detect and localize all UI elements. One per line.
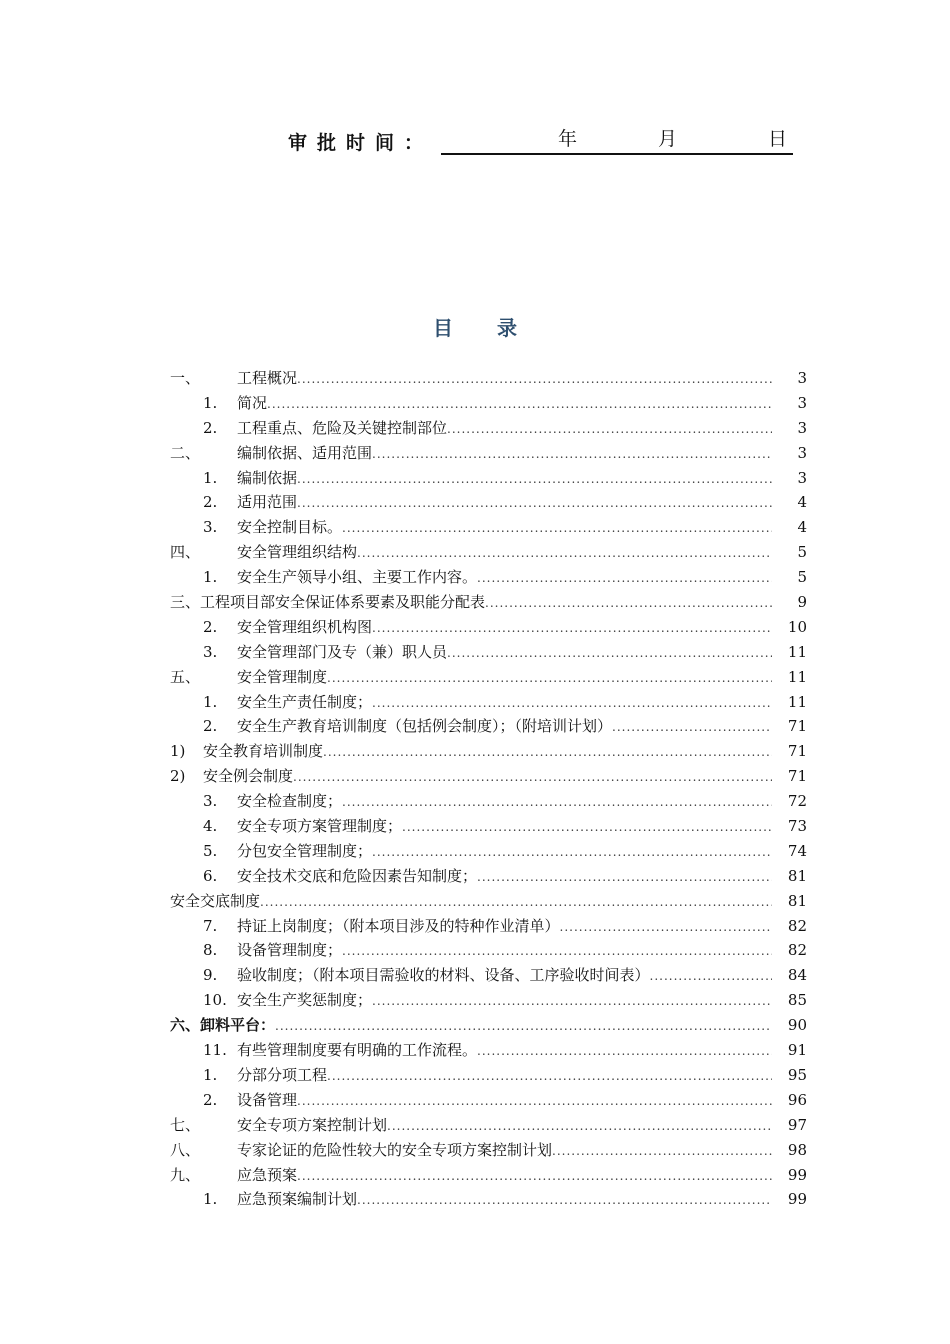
toc-entry-title: 安全专项方案管理制度； xyxy=(237,814,402,839)
toc-entry-body xyxy=(170,889,772,915)
toc-entry[interactable] xyxy=(170,864,810,889)
toc-entry-number: 四、 xyxy=(170,543,201,562)
toc-entry-page: 82 xyxy=(787,941,807,960)
toc-entry-title: 设备管理制度； xyxy=(237,938,342,963)
toc-entry-number: 3. xyxy=(203,792,218,811)
toc-entry-body xyxy=(237,615,772,641)
toc-entry-page: 82 xyxy=(787,916,807,935)
toc-entry-page: 4 xyxy=(797,493,807,512)
toc-entry[interactable] xyxy=(170,466,810,491)
approval-date-line xyxy=(288,124,793,155)
toc-dot-leader xyxy=(297,1089,772,1114)
toc-dot-leader xyxy=(477,566,772,591)
toc-dot-leader xyxy=(297,491,772,516)
toc-entry-body xyxy=(237,391,772,417)
toc-entry-title: 安全控制目标。 xyxy=(237,515,342,540)
toc-entry-page: 3 xyxy=(797,468,807,487)
toc-entry[interactable] xyxy=(170,1013,810,1038)
toc-dot-leader xyxy=(260,890,772,915)
toc-entry-title: 六、卸料平台： xyxy=(170,1013,275,1038)
toc-entry-page: 9 xyxy=(797,593,807,612)
toc-entry-body xyxy=(237,714,772,740)
toc-entry-number: 4. xyxy=(203,817,218,836)
toc-entry-title: 有些管理制度要有明确的工作流程。 xyxy=(237,1038,477,1063)
toc-entry-number: 八、 xyxy=(170,1140,201,1159)
toc-entry[interactable] xyxy=(170,690,810,715)
toc-entry-page: 71 xyxy=(787,767,807,786)
toc-entry-body xyxy=(237,665,772,691)
toc-entry-body xyxy=(237,640,772,666)
toc-entry-number: 二、 xyxy=(170,443,201,462)
toc-entry-number: 5. xyxy=(203,841,218,860)
toc-entry[interactable] xyxy=(170,640,810,665)
toc-entry[interactable] xyxy=(170,1187,810,1212)
approval-date-label: 审批时间： xyxy=(288,132,434,154)
toc-entry-page: 81 xyxy=(787,866,807,885)
toc-entry-page: 4 xyxy=(797,518,807,537)
toc-entry-title: 安全生产奖惩制度； xyxy=(237,988,372,1013)
toc-entry-body xyxy=(237,490,772,516)
toc-entry-number: 2. xyxy=(203,493,218,512)
toc-entry-body xyxy=(237,1138,772,1164)
toc-entry[interactable] xyxy=(170,1113,810,1138)
toc-dot-leader xyxy=(447,641,772,666)
toc-entry-body xyxy=(237,814,772,840)
toc-entry-page: 11 xyxy=(787,642,807,661)
toc-entry-title: 安全管理部门及专（兼）职人员 xyxy=(237,640,447,665)
toc-entry-title: 适用范围 xyxy=(237,490,297,515)
toc-entry-page: 3 xyxy=(797,418,807,437)
toc-entry-number: 七、 xyxy=(170,1115,201,1134)
toc-entry-number: 3. xyxy=(203,642,218,661)
toc-dot-leader xyxy=(372,691,772,716)
toc-entry[interactable] xyxy=(170,490,810,515)
toc-entry-title: 编制依据、适用范围 xyxy=(237,441,372,466)
toc-entry-body xyxy=(237,366,772,392)
toc-entry-number: 五、 xyxy=(170,667,201,686)
approval-date-blank xyxy=(441,124,793,155)
toc-entry[interactable] xyxy=(170,391,810,416)
toc-entry[interactable] xyxy=(170,665,810,690)
toc-entry[interactable] xyxy=(170,938,810,963)
toc-entry-number: 2) xyxy=(170,767,186,786)
toc-entry-title: 安全检查制度； xyxy=(237,789,342,814)
toc-entry-body xyxy=(237,839,772,865)
table-of-contents xyxy=(170,366,810,1212)
toc-entry-title: 设备管理 xyxy=(237,1088,297,1113)
toc-entry-title: 安全生产责任制度； xyxy=(237,690,372,715)
toc-entry-number: 1. xyxy=(203,692,218,711)
toc-entry-page: 90 xyxy=(787,1016,807,1035)
toc-entry-number: 2. xyxy=(203,617,218,636)
toc-entry-body xyxy=(237,1038,772,1064)
toc-entry[interactable] xyxy=(170,366,810,391)
toc-dot-leader xyxy=(402,815,772,840)
toc-entry-page: 5 xyxy=(797,543,807,562)
toc-dot-leader xyxy=(477,865,772,890)
toc-entry-page: 71 xyxy=(787,717,807,736)
toc-entry-number: 一、 xyxy=(170,369,201,387)
toc-entry[interactable] xyxy=(170,540,810,565)
toc-entry-title: 安全管理组织结构 xyxy=(237,540,357,565)
toc-entry[interactable] xyxy=(170,515,810,540)
toc-dot-leader xyxy=(342,790,772,815)
toc-dot-leader xyxy=(387,1114,772,1139)
toc-dot-leader xyxy=(342,939,772,964)
toc-entry[interactable] xyxy=(170,963,810,988)
toc-entry-body xyxy=(237,441,772,467)
toc-entry-page: 95 xyxy=(787,1065,807,1084)
toc-entry-number: 9. xyxy=(203,966,218,985)
toc-entry[interactable] xyxy=(170,988,810,1013)
toc-entry-body xyxy=(237,963,772,989)
toc-dot-leader xyxy=(485,591,772,616)
toc-entry-title: 安全交底制度 xyxy=(170,889,260,914)
toc-entry-number: 3. xyxy=(203,518,218,537)
toc-dot-leader xyxy=(327,666,772,691)
toc-entry-page: 72 xyxy=(787,792,807,811)
year-label: 年 xyxy=(558,128,578,150)
toc-entry-page: 99 xyxy=(787,1190,807,1209)
toc-entry-page: 3 xyxy=(797,393,807,412)
toc-entry-body xyxy=(237,938,772,964)
toc-entry-title: 工程重点、危险及关键控制部位 xyxy=(237,416,447,441)
toc-entry-page: 11 xyxy=(787,667,807,686)
toc-entry-page: 10 xyxy=(787,617,807,636)
toc-dot-leader xyxy=(552,1139,772,1164)
toc-dot-leader xyxy=(327,1064,772,1089)
toc-dot-leader xyxy=(372,616,772,641)
toc-entry-number: 2. xyxy=(203,1090,218,1109)
toc-dot-leader xyxy=(293,765,772,790)
toc-entry-title: 安全专项方案控制计划 xyxy=(237,1113,387,1138)
toc-entry-body xyxy=(203,739,772,765)
toc-entry[interactable] xyxy=(170,1088,810,1113)
toc-entry-body xyxy=(237,416,772,442)
toc-entry[interactable] xyxy=(170,714,810,739)
toc-entry[interactable] xyxy=(170,565,810,590)
toc-entry-page: 97 xyxy=(787,1115,807,1134)
toc-entry-body xyxy=(237,988,772,1014)
toc-dot-leader xyxy=(357,1188,772,1213)
toc-dot-leader xyxy=(372,989,772,1014)
toc-entry[interactable] xyxy=(170,615,810,640)
toc-entry-body xyxy=(237,540,772,566)
toc-entry-body xyxy=(237,515,772,541)
toc-dot-leader xyxy=(275,1014,772,1039)
day-label: 日 xyxy=(768,128,788,150)
toc-dot-leader xyxy=(372,840,772,865)
toc-entry-body xyxy=(170,590,772,616)
toc-entry-title: 应急预案 xyxy=(237,1163,297,1188)
toc-entry-page: 71 xyxy=(787,742,807,761)
toc-entry[interactable] xyxy=(170,1138,810,1163)
toc-entry-number: 九、 xyxy=(170,1165,201,1184)
toc-entry-body xyxy=(237,1187,772,1213)
toc-entry-page: 84 xyxy=(787,966,807,985)
toc-entry-body xyxy=(237,1088,772,1114)
toc-entry[interactable] xyxy=(170,739,810,764)
toc-title: 目录 xyxy=(433,316,561,340)
toc-entry-page: 3 xyxy=(797,443,807,462)
toc-entry-page: 85 xyxy=(787,991,807,1010)
toc-entry-body xyxy=(237,864,772,890)
toc-entry-title: 三、工程项目部安全保证体系要素及职能分配表 xyxy=(170,590,485,615)
toc-entry-page: 98 xyxy=(787,1140,807,1159)
toc-entry-page: 91 xyxy=(787,1041,807,1060)
toc-entry-page: 11 xyxy=(787,692,807,711)
toc-entry[interactable] xyxy=(170,441,810,466)
toc-entry-body xyxy=(237,1063,772,1089)
toc-dot-leader xyxy=(447,417,772,442)
toc-entry-number: 6. xyxy=(203,866,218,885)
toc-entry-title: 安全生产领导小组、主要工作内容。 xyxy=(237,565,477,590)
toc-entry-title: 安全管理制度 xyxy=(237,665,327,690)
toc-entry-page: 81 xyxy=(787,891,807,910)
toc-entry-number: 10. xyxy=(203,991,227,1010)
toc-entry-number: 1. xyxy=(203,1065,218,1084)
toc-entry-title: 专家论证的危险性较大的安全专项方案控制计划 xyxy=(237,1138,552,1163)
toc-entry-number: 1. xyxy=(203,1190,218,1209)
toc-dot-leader xyxy=(297,1164,772,1189)
toc-dot-leader xyxy=(297,367,772,392)
toc-dot-leader xyxy=(372,442,772,467)
toc-entry-body xyxy=(237,914,772,940)
toc-entry-body xyxy=(203,764,772,790)
toc-entry-number: 8. xyxy=(203,941,218,960)
toc-entry-page: 3 xyxy=(797,369,807,387)
toc-entry-body xyxy=(237,1113,772,1139)
toc-entry-body xyxy=(170,1013,772,1039)
toc-entry-title: 持证上岗制度；（附本项目涉及的特种作业清单） xyxy=(237,914,560,939)
toc-entry-body xyxy=(237,789,772,815)
toc-entry[interactable] xyxy=(170,416,810,441)
toc-entry[interactable] xyxy=(170,1063,810,1088)
toc-entry-body xyxy=(237,690,772,716)
toc-entry[interactable] xyxy=(170,764,810,789)
toc-entry[interactable] xyxy=(170,839,810,864)
toc-entry-title: 验收制度；（附本项目需验收的材料、设备、工序验收时间表） xyxy=(237,963,650,988)
toc-entry-body xyxy=(237,565,772,591)
toc-dot-leader xyxy=(650,964,772,989)
toc-entry-title: 安全管理组织机构图 xyxy=(237,615,372,640)
toc-entry-title: 分包安全管理制度； xyxy=(237,839,372,864)
toc-entry-number: 11. xyxy=(203,1041,227,1060)
toc-entry-title: 安全生产教育培训制度（包括例会制度）；（附培训计划） xyxy=(237,714,612,739)
toc-entry[interactable] xyxy=(170,590,810,615)
toc-entry-title: 安全教育培训制度 xyxy=(203,739,323,764)
toc-entry-title: 简况 xyxy=(237,391,267,416)
toc-dot-leader xyxy=(342,516,772,541)
toc-entry-title: 安全例会制度 xyxy=(203,764,293,789)
toc-entry-title: 安全技术交底和危险因素告知制度； xyxy=(237,864,477,889)
toc-dot-leader xyxy=(560,915,772,940)
toc-entry-title: 分部分项工程 xyxy=(237,1063,327,1088)
toc-entry-number: 2. xyxy=(203,717,218,736)
toc-entry[interactable] xyxy=(170,914,810,939)
toc-entry-body xyxy=(237,1163,772,1189)
toc-dot-leader xyxy=(297,467,772,492)
toc-entry-number: 1) xyxy=(170,742,186,761)
toc-entry-number: 2. xyxy=(203,418,218,437)
toc-entry-number: 7. xyxy=(203,916,218,935)
toc-entry-page: 96 xyxy=(787,1090,807,1109)
toc-entry[interactable] xyxy=(170,1038,810,1063)
toc-entry-body xyxy=(237,466,772,492)
toc-entry-number: 1. xyxy=(203,393,218,412)
toc-entry-page: 74 xyxy=(787,841,807,860)
toc-entry-number: 1. xyxy=(203,568,218,587)
toc-dot-leader xyxy=(612,715,772,740)
toc-dot-leader xyxy=(357,541,772,566)
toc-entry[interactable] xyxy=(170,789,810,814)
toc-entry-page: 5 xyxy=(797,568,807,587)
toc-entry-title: 应急预案编制计划 xyxy=(237,1187,357,1212)
toc-entry[interactable] xyxy=(170,814,810,839)
month-label: 月 xyxy=(658,128,678,150)
toc-entry-title: 工程概况 xyxy=(237,366,297,391)
toc-dot-leader xyxy=(323,740,772,765)
toc-entry-number: 1. xyxy=(203,468,218,487)
toc-entry-page: 99 xyxy=(787,1165,807,1184)
toc-entry[interactable] xyxy=(170,889,810,914)
toc-dot-leader xyxy=(477,1039,772,1064)
toc-entry-title: 编制依据 xyxy=(237,466,297,491)
toc-entry[interactable] xyxy=(170,1163,810,1188)
toc-entry-page: 73 xyxy=(787,817,807,836)
toc-dot-leader xyxy=(267,392,772,417)
